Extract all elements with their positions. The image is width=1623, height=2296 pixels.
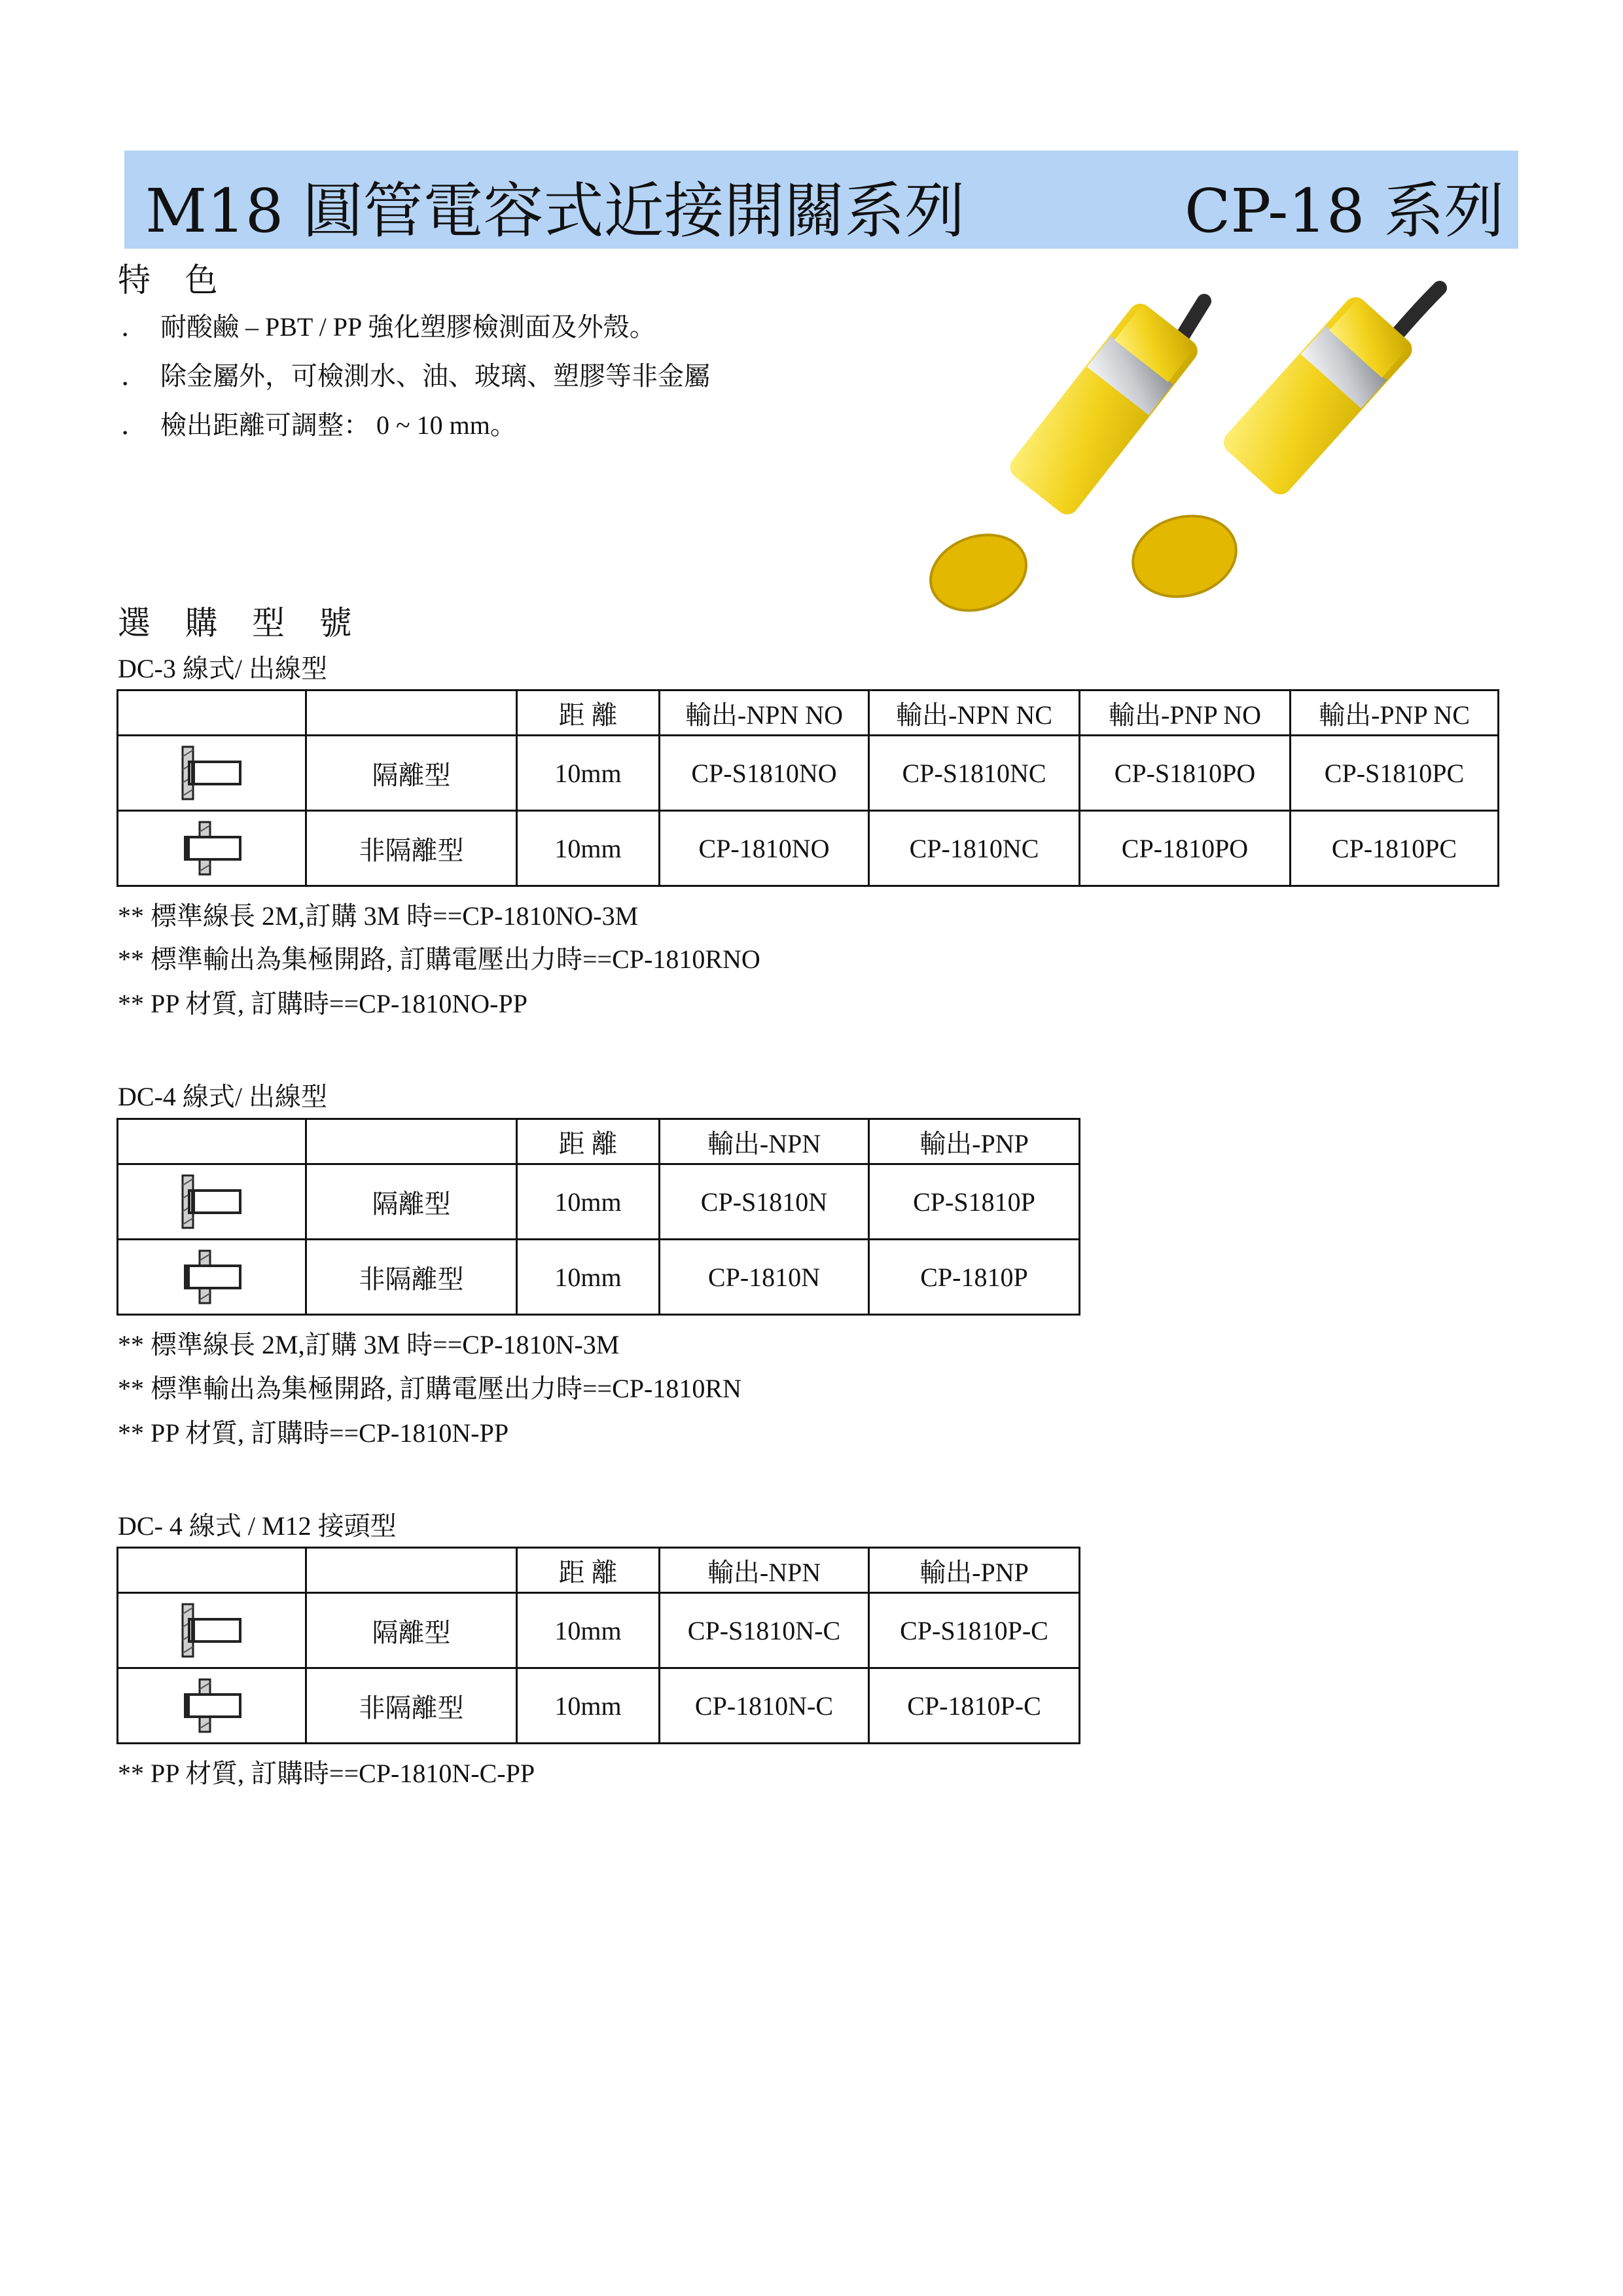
model-number: CP-1810N-C (660, 1668, 869, 1744)
feature-item-2 (121, 355, 710, 393)
table2-note-1: ** 標準線長 2M,訂購 3M 時==CP-1810N-3M (118, 1330, 620, 1359)
header-cell (306, 1119, 517, 1164)
table1-note-3: ** PP 材質, 訂購時==CP-1810NO-PP (118, 989, 527, 1018)
header-cell: 距 離 (517, 1548, 660, 1593)
feature-text: 除金屬外，可檢測水、油、玻璃、塑膠等非金屬 (160, 361, 710, 391)
model-table-m12 (116, 1547, 1080, 1744)
model-number: CP-S1810P-C (869, 1593, 1080, 1668)
mount-type: 非隔離型 (306, 1240, 517, 1315)
features-heading: 特 色 (118, 262, 231, 298)
table-row (118, 1240, 1080, 1315)
mount-type: 隔離型 (306, 1164, 517, 1240)
model-number: CP-1810N (660, 1240, 869, 1315)
model-number: CP-S1810N-C (660, 1593, 869, 1668)
model-number: CP-S1810PO (1080, 736, 1291, 811)
model-table-dc4 (116, 1118, 1080, 1316)
sensor-product-photo (897, 275, 1472, 615)
unshielded-mount-icon (118, 811, 306, 886)
header-cell: 輸出-PNP NC (1291, 691, 1499, 736)
model-number: CP-1810P (869, 1240, 1080, 1315)
model-number: CP-S1810NO (660, 736, 869, 811)
table-row (118, 1668, 1080, 1744)
model-number: CP-S1810P (869, 1164, 1080, 1240)
shielded-mount-icon (118, 1593, 306, 1668)
mount-type: 隔離型 (306, 1593, 517, 1668)
table3-caption: DC- 4 線式 / M12 接頭型 (118, 1511, 397, 1541)
unshielded-mount-icon (118, 1240, 306, 1315)
mount-type: 隔離型 (306, 736, 517, 811)
header-cell (118, 1548, 306, 1593)
table-header-row (118, 1119, 1080, 1164)
header-cell (306, 1548, 517, 1593)
model-number: CP-S1810N (660, 1164, 869, 1240)
table-header-row (118, 691, 1499, 736)
header-cell: 輸出-NPN NO (660, 691, 869, 736)
header-cell (306, 691, 517, 736)
sensing-distance: 10mm (517, 1593, 660, 1668)
table2-note-2: ** 標準輸出為集極開路, 訂購電壓出力時==CP-1810RN (118, 1374, 741, 1403)
sensing-distance: 10mm (517, 1240, 660, 1315)
table2-note-3: ** PP 材質, 訂購時==CP-1810N-PP (118, 1418, 509, 1448)
series-title: CP-18 系列 (1185, 176, 1505, 246)
feature-text: 檢出距離可調整： 0 ~ 10 mm。 (160, 410, 516, 440)
model-number: CP-1810P-C (869, 1668, 1080, 1744)
table1-note-2: ** 標準輸出為集極開路, 訂購電壓出力時==CP-1810RNO (118, 944, 760, 974)
shielded-mount-icon (118, 1164, 306, 1240)
table1-caption: DC-3 線式/ 出線型 (118, 654, 327, 683)
header-cell: 距 離 (517, 691, 660, 736)
table3-note-1: ** PP 材質, 訂購時==CP-1810N-C-PP (118, 1759, 535, 1788)
header-cell: 輸出-NPN NC (869, 691, 1080, 736)
model-number: CP-S1810NC (869, 736, 1080, 811)
page-title: M18 圓管電容式近接開關系列 (145, 176, 965, 246)
header-cell: 輸出-PNP (869, 1548, 1080, 1593)
model-number: CP-1810NC (869, 811, 1080, 886)
table1-note-1: ** 標準線長 2M,訂購 3M 時==CP-1810NO-3M (118, 901, 639, 931)
sensing-distance: 10mm (517, 736, 660, 811)
feature-item-1 (121, 306, 656, 344)
mount-type: 非隔離型 (306, 1668, 517, 1744)
shielded-mount-icon (118, 736, 306, 811)
header-cell: 輸出-NPN (660, 1119, 869, 1164)
model-number: CP-1810NO (660, 811, 869, 886)
bullet: ． (121, 312, 147, 342)
header-cell: 輸出-PNP (869, 1119, 1080, 1164)
sensing-distance: 10mm (517, 1668, 660, 1744)
header-cell: 輸出-NPN (660, 1548, 869, 1593)
table-header-row (118, 1548, 1080, 1593)
unshielded-mount-icon (118, 1668, 306, 1744)
sensing-distance: 10mm (517, 811, 660, 886)
table-row (118, 736, 1499, 811)
feature-item-3 (121, 404, 516, 442)
header-cell (118, 1119, 306, 1164)
model-number: CP-1810PC (1291, 811, 1499, 886)
feature-text: 耐酸鹼 – PBT / PP 強化塑膠檢測面及外殼。 (160, 312, 656, 342)
header-cell: 距 離 (517, 1119, 660, 1164)
table-row (118, 1593, 1080, 1668)
table-row (118, 811, 1499, 886)
table-row (118, 1164, 1080, 1240)
bullet: ． (121, 361, 147, 391)
model-number: CP-1810PO (1080, 811, 1291, 886)
model-number: CP-S1810PC (1291, 736, 1499, 811)
header-cell (118, 691, 306, 736)
sensing-distance: 10mm (517, 1164, 660, 1240)
mount-type: 非隔離型 (306, 811, 517, 886)
table2-caption: DC-4 線式/ 出線型 (118, 1082, 327, 1111)
model-table-dc3 (116, 689, 1499, 887)
header-cell: 輸出-PNP NO (1080, 691, 1291, 736)
bullet: ． (121, 410, 147, 440)
ordering-heading: 選 購 型 號 (118, 605, 365, 641)
